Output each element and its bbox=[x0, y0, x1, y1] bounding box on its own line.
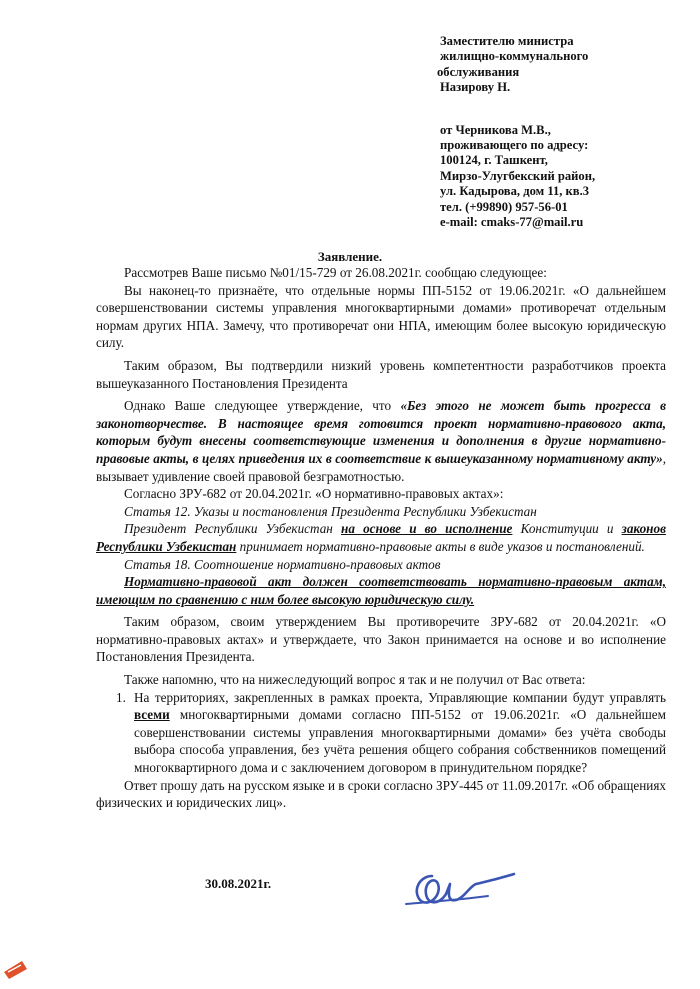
sender-address-label: проживающего по адресу: bbox=[440, 138, 589, 153]
sender-address-district: Мирзо-Улугбекский район, bbox=[440, 168, 596, 183]
paragraph-conclusion: Таким образом, своим утверждением Вы противоречите ЗРУ-682 от 20.04.2021г. «О нормативно-правовых актах» и утверждаете, что Закон принимается на основе и во исполнение Постановления Президента. bbox=[96, 614, 666, 665]
paragraph-reminder: Также напомню, что на нижеследующий вопрос я так и не получил от Вас ответа: bbox=[124, 672, 586, 688]
paragraph-request: Ответ прошу дать на русском языке и в сроки согласно ЗРУ-445 от 11.09.2017г. «Об обращениях физических и юридических лиц». bbox=[96, 777, 666, 811]
recipient-position: Заместителю министра bbox=[440, 34, 574, 48]
stamp-icon bbox=[2, 958, 28, 980]
sender-name: от Черникова М.В., bbox=[440, 122, 551, 137]
quote-lead: Однако Ваше следующее утверждение, что bbox=[124, 398, 401, 414]
article-18-title: Статья 18. Соотношение нормативно-правовых актов bbox=[124, 556, 441, 572]
emphasis-all: всеми bbox=[134, 707, 170, 723]
quote-tail: , вызывает удивление своей правовой безграмотностью. bbox=[96, 450, 666, 484]
sender-email: e-mail: cmaks-77@mail.ru bbox=[440, 215, 584, 230]
paragraph-intro: Рассмотрев Ваше письмо №01/15-729 от 26.08.2021г. сообщаю следующее: bbox=[124, 265, 547, 280]
emphasis-laws: законов Республики Узбекистан bbox=[96, 521, 666, 554]
recipient-block bbox=[437, 34, 690, 230]
quoted-statement: «Без этого не может быть прогресса в законотворчестве. В настоящее время готовится проект нормативно-правового акта, которым будут внесены соответствующие изменения и дополнения в другие нормативно-правовые акты, в целях приведения их в соответствие к вышеуказанному нормативному акту» bbox=[96, 398, 666, 466]
list-item-number: 1. bbox=[116, 689, 126, 705]
article-18-text: Нормативно-правовой акт должен соответствовать нормативно-правовым актам, имеющим по сравнению с ним более высокую юридическую силу. bbox=[96, 574, 666, 607]
sender-address-street: ул. Кадырова, дом 11, кв.3 bbox=[440, 184, 590, 199]
paragraph-admission: Вы наконец-то признаёте, что отдельные нормы ПП-5152 от 19.06.2021г. «О дальнейшем совершенствовании системы управления многоквартирными домами» противоречат отдельным нормам других НПА. Замечу, что противоречат они НПА, имеющим более высокую юридическую силу. bbox=[96, 282, 666, 351]
recipient-name: Назирову Н. bbox=[440, 80, 511, 95]
paragraph-law-reference: Согласно ЗРУ-682 от 20.04.2021г. «О нормативно-правовых актах»: bbox=[124, 486, 504, 502]
sender-phone: тел. (+99890) 957-56-01 bbox=[440, 199, 568, 214]
paragraph-quote bbox=[96, 397, 666, 485]
sender-address-city: 100124, г. Ташкент, bbox=[440, 153, 548, 168]
recipient-position-line2: жилищно-коммунального bbox=[440, 49, 589, 64]
recipient-position-line3: обслуживания bbox=[437, 64, 520, 79]
document-body bbox=[96, 264, 666, 812]
document-date: 30.08.2021г. bbox=[205, 876, 272, 891]
emphasis-on-basis: на основе и во исполнение bbox=[341, 521, 513, 537]
signature-icon bbox=[398, 860, 518, 920]
list-item: 1. На территориях, закрепленных в рамках проекта, Управляющие компании будут управлять всеми многоквартирными домами согласно ПП-5152 от 19.06.2021г. «О дальнейшем совершенствовании системы управления многоквартирными домами» без учёта свободы выбора способа управления, без учёта решения общего собрания собственников помещений многоквартирного дома и с заключением договором в принудительном порядке? bbox=[116, 689, 666, 776]
article-12-title: Статья 12. Указы и постановления Президента Республики Узбекистан bbox=[124, 503, 537, 519]
paragraph-competence: Таким образом, Вы подтвердили низкий уровень компетентности разработчиков проекта вышеуказанного Постановления Президента bbox=[96, 357, 666, 391]
document-title: Заявление. bbox=[317, 249, 383, 264]
article-12-text: Президент Республики Узбекистан на основе и во исполнение Конституции и законов Республики Узбекистан принимает нормативно-правовые акты в виде указов и постановлений. bbox=[96, 521, 666, 554]
